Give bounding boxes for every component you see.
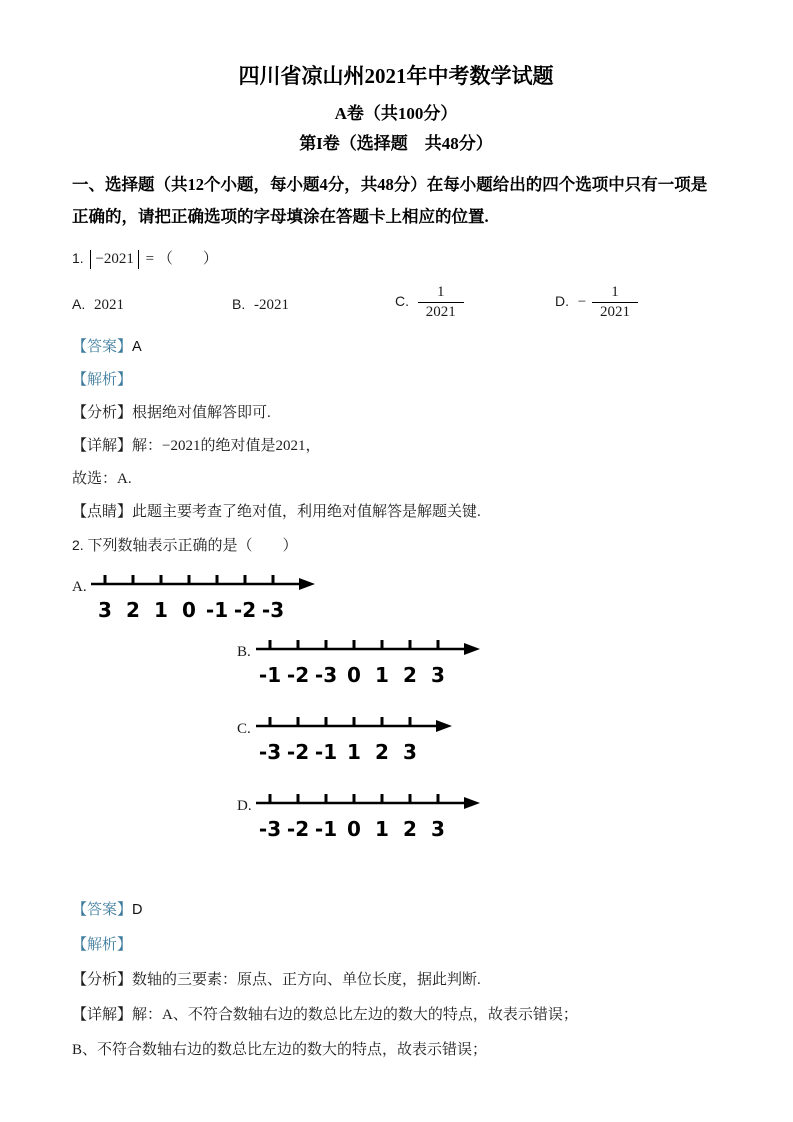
- xiangjie-marker: 【详解】: [72, 438, 133, 454]
- number-line-tick-label: -1: [314, 817, 338, 841]
- number-line-tick-label: -3: [314, 663, 338, 687]
- answer-marker: 【答案】: [72, 339, 133, 355]
- number-line-tick-label: 2: [375, 740, 389, 764]
- fraction-denominator: 2021: [592, 302, 638, 322]
- fraction-denominator: 2021: [418, 302, 464, 322]
- answer-marker: 【答案】: [72, 902, 133, 918]
- option-d: [555, 283, 638, 322]
- number-line-tick-label: 3: [98, 598, 112, 622]
- number-line-option-b: [237, 635, 720, 694]
- number-line-c-label: C.: [237, 721, 251, 737]
- arrow-right-icon: [464, 797, 480, 809]
- number-line-tick-label: -2: [286, 740, 310, 764]
- section-instructions-line2: 正确的，请把正确选项的字母填涂在答题卡上相应的位置.: [72, 207, 489, 226]
- number-line-c-diagram: [256, 712, 454, 771]
- number-line-b-diagram: [256, 635, 482, 694]
- option-b-label: B.: [232, 296, 246, 312]
- q1-xiangjie-line: [72, 437, 720, 455]
- question-2-stem: [72, 536, 720, 555]
- arrow-right-icon: [436, 720, 452, 732]
- xiangjie-marker: 【详解】: [72, 1007, 133, 1023]
- option-a-label: A.: [72, 296, 86, 312]
- number-line-tick-label: -3: [258, 740, 282, 764]
- section-instructions: [72, 169, 720, 233]
- number-line-tick-label: -1: [258, 663, 282, 687]
- number-line-option-c: [237, 712, 720, 771]
- option-c: [395, 283, 464, 322]
- fenxi-marker: 【分析】: [72, 972, 133, 988]
- number-line-tick-label: 1: [375, 663, 389, 687]
- analysis-marker: 【解析】: [72, 372, 133, 388]
- question-1-options: [72, 282, 720, 338]
- q1-dianjing-text: 此题主要考查了绝对值，利用绝对值解答是解题关键.: [132, 504, 481, 520]
- q1-fenxi-line: [72, 404, 720, 422]
- option-a-value: 2021: [93, 297, 124, 313]
- number-line-tick-label: 1: [154, 598, 168, 622]
- absolute-value-expression: −2021: [90, 250, 138, 269]
- q2-answer-value: D: [132, 902, 143, 918]
- question-2-stem-text: 下列数轴表示正确的是（ ）: [87, 538, 298, 554]
- q2-answer-line: [72, 901, 720, 919]
- page-title: 四川省凉山州2021年中考数学试题: [238, 64, 554, 88]
- option-a: [72, 296, 124, 314]
- number-line-a-label: A.: [72, 579, 87, 595]
- option-c-fraction: [418, 283, 464, 322]
- option-b-value: -2021: [253, 297, 289, 313]
- number-line-tick-label: 3: [403, 740, 417, 764]
- number-line-d-diagram: [256, 789, 482, 848]
- number-line-tick-label: -1: [205, 598, 229, 622]
- volume-heading: A卷（共100分）: [334, 104, 458, 123]
- number-line-d-label: D.: [237, 798, 252, 814]
- number-line-tick-label: 0: [347, 817, 361, 841]
- number-line-tick-label: 3: [431, 663, 445, 687]
- number-line-svg: [256, 712, 454, 766]
- number-line-tick-label: 1: [347, 740, 361, 764]
- q2-fenxi-text: 数轴的三要素：原点、正方向、单位长度，据此判断.: [132, 972, 481, 988]
- q1-answer-value: A: [132, 339, 142, 355]
- q1-xiangjie-text: 解：−2021的绝对值是2021，: [132, 438, 321, 454]
- question-1-stem-tail: = （ ）: [145, 251, 218, 267]
- q1-analysis-marker-line: [72, 371, 720, 389]
- number-line-svg: [256, 789, 482, 843]
- arrow-right-icon: [464, 643, 480, 655]
- number-line-tick-label: 0: [347, 663, 361, 687]
- q2-xiangjie-line: [72, 1006, 720, 1024]
- number-line-b-label: B.: [237, 644, 251, 660]
- q2-xiangjie-text-a: 解：A、不符合数轴右边的数总比左边的数大的特点，故表示错误；: [132, 1007, 578, 1023]
- number-line-tick-label: 3: [431, 817, 445, 841]
- number-line-tick-label: -2: [233, 598, 257, 622]
- option-c-label: C.: [395, 292, 409, 309]
- number-line-tick-label: -1: [314, 740, 338, 764]
- number-line-tick-label: -3: [261, 598, 285, 622]
- number-line-tick-label: 2: [403, 663, 417, 687]
- fenxi-marker: 【分析】: [72, 405, 133, 421]
- q2-fenxi-line: [72, 971, 720, 989]
- q1-dianjing-line: [72, 503, 720, 521]
- fraction-numerator: 1: [611, 284, 619, 300]
- minus-sign: −: [577, 294, 587, 310]
- question-1-stem: [72, 247, 720, 270]
- arrow-right-icon: [299, 578, 315, 590]
- question-2-number-line-options: [72, 570, 720, 848]
- number-line-tick-label: 1: [375, 817, 389, 841]
- number-line-tick-label: 0: [182, 598, 196, 622]
- number-line-tick-label: 2: [403, 817, 417, 841]
- section-instructions-line1: 一、选择题（共12个小题，每小题4分，共48分）在每小题给出的四个选项中只有一项是: [72, 175, 708, 194]
- fraction-numerator: 1: [437, 284, 445, 300]
- question-1-number: 1.: [72, 250, 84, 266]
- q2-analysis-marker-line: [72, 936, 720, 954]
- option-d-label: D.: [555, 292, 569, 309]
- number-line-tick-label: -2: [286, 817, 310, 841]
- number-line-a-diagram: [91, 570, 317, 629]
- number-line-svg: [256, 635, 482, 689]
- number-line-tick-label: -2: [286, 663, 310, 687]
- number-line-option-d: [237, 789, 720, 848]
- q2-xiangjie-line-b: B、不符合数轴右边的数总比左边的数大的特点，故表示错误；: [72, 1042, 488, 1058]
- number-line-svg: [91, 570, 317, 624]
- option-d-fraction: [592, 283, 638, 322]
- q1-fenxi-text: 根据绝对值解答即可.: [132, 405, 271, 421]
- number-line-option-a: [72, 570, 720, 629]
- number-line-tick-label: -3: [258, 817, 282, 841]
- part-heading: 第I卷（选择题 共48分）: [299, 134, 493, 153]
- question-2-number: 2.: [72, 537, 84, 553]
- analysis-marker: 【解析】: [72, 937, 133, 953]
- number-line-tick-label: 2: [126, 598, 140, 622]
- option-b: [232, 296, 289, 314]
- dianjing-marker: 【点睛】: [72, 504, 133, 520]
- q1-answer-line: [72, 338, 720, 356]
- q1-guxuan-line: 故选：A.: [72, 471, 132, 487]
